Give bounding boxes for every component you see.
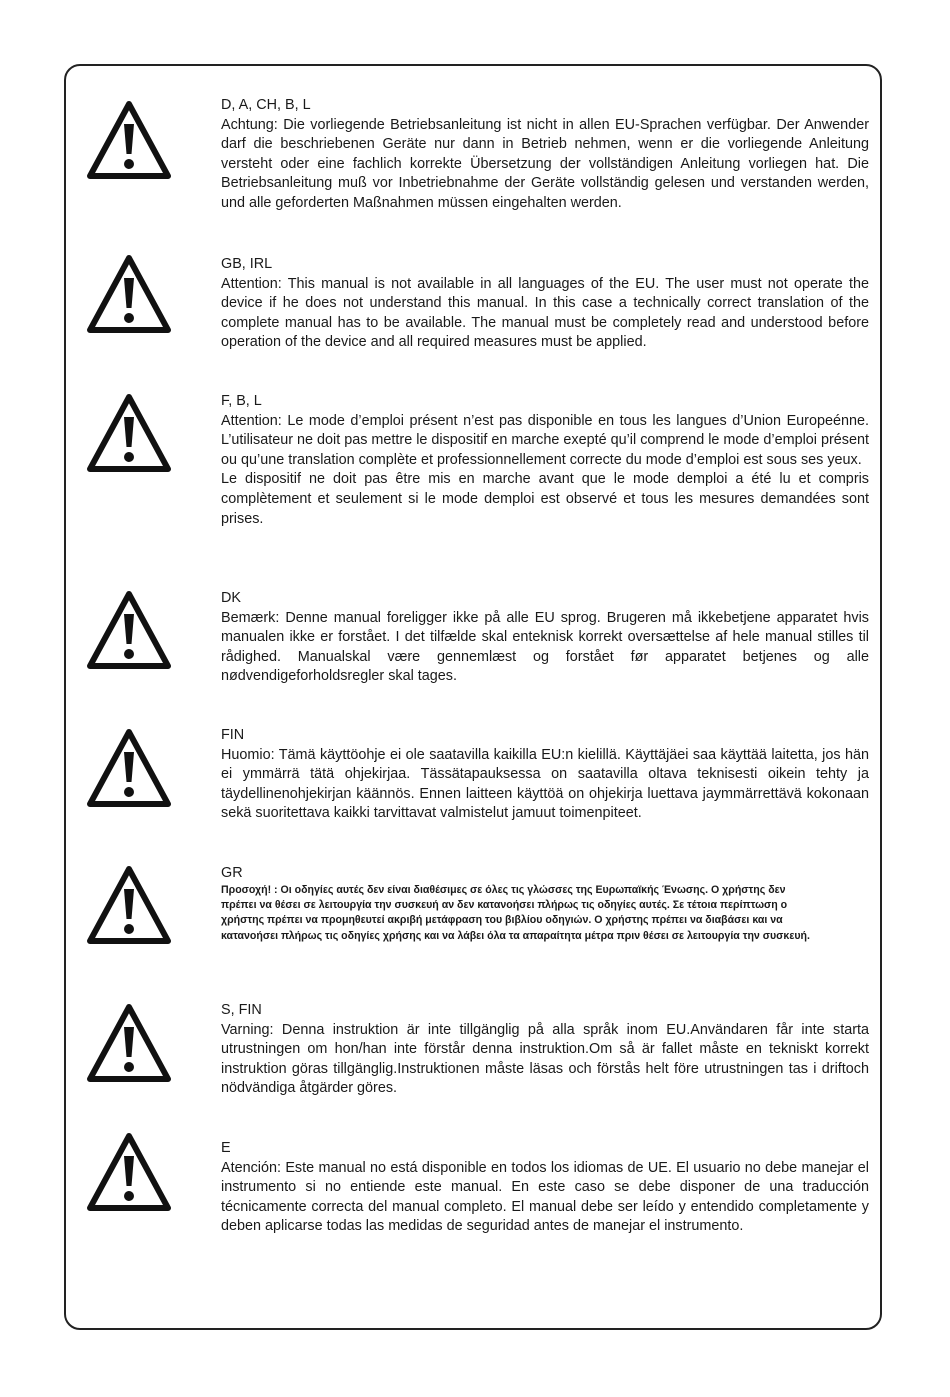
language-codes: E — [221, 1140, 231, 1156]
notice-paragraph: Atención: Este manual no está disponible en todos los idiomas de UE. El usuario no debe manejar el instrumento si no entiende este manual. En este caso se debe disponer de una traducción técnicamente correcta del manual completo. El manual debe ser leído y entendido completamente y deben aplicarse todas las medidas de seguridad antes de manejar el instrumento. — [221, 1159, 869, 1235]
notice-paragraph: Attention: Le mode d’emploi présent n’est pas disponible en tous les langues d’Union Europeénne. L’utilisateur ne doit pas mettre le dispositif en marche exepté qu’il comprend le mode d’emploi présent ou qu’une translation complète et professionnellement correcte du mode d’emploi est sous ses yeux. — [221, 412, 869, 468]
language-codes: F, B, L — [221, 393, 262, 409]
warning-triangle-icon — [86, 1003, 172, 1083]
notice-text-block — [221, 1139, 869, 1237]
language-codes: DK — [221, 590, 241, 606]
notice-paragraph: Varning: Denna instruktion är inte tillgänglig på alla språk inom EU.Användaren får inte starta utrustningen om hon/han inte förstår denna instruktion.Om så är fallet måste en tekniskt korrekt instruktion göras tillgänglig.Instruktionen måste läsas och förstås helt före utrustningen tas i driftoch nödvändiga åtgärder göres. — [221, 1021, 869, 1097]
warning-triangle-icon — [86, 865, 172, 945]
language-codes: S, FIN — [221, 1002, 262, 1018]
notice-text-block — [221, 96, 869, 214]
notice-paragraph: Attention: This manual is not available in all languages of the EU. The user must not operate the device if he does not understand this manual. In this case a technically correct translation of the complete manual has to be available. The manual must be completely read and understood before operation of the device and all required measures must be applied. — [221, 275, 869, 351]
warning-triangle-icon — [86, 1132, 172, 1212]
notice-text-block — [221, 392, 869, 529]
language-codes: D, A, CH, B, L — [221, 97, 311, 113]
warning-triangle-icon — [86, 254, 172, 334]
notice-paragraph: Bemærk: Denne manual foreligger ikke på alle EU sprog. Brugeren må ikkebetjene apparatet hvis manualen ikke er forstået. I det tilfælde skal enteknisk korrekt oversættelse af hele manual stilles til rådighed. Manualskal være gennemlæst og forstået før apparatet betjenes og alle nødvendigeforholdsregler skal tages. — [221, 609, 869, 685]
warning-triangle-icon — [86, 100, 172, 180]
language-codes: GR — [221, 865, 243, 881]
warning-triangle-icon — [86, 590, 172, 670]
notice-text-block — [221, 255, 869, 353]
language-codes: FIN — [221, 727, 245, 743]
notice-text-block — [221, 589, 869, 687]
notice-paragraph: Le dispositif ne doit pas être mis en marche avant que le mode demploi a été lu et compris complètement et seulement si le mode demploi est observé et tous les mesures demandées sont prises. — [221, 471, 869, 527]
notice-text-block — [221, 726, 869, 824]
notice-text-block — [221, 864, 821, 944]
warning-triangle-icon — [86, 728, 172, 808]
language-codes: GB, IRL — [221, 256, 273, 272]
notice-paragraph: Huomio: Tämä käyttöohje ei ole saatavilla kaikilla EU:n kielillä. Käyttäjäei saa käyttää laitetta, jos hän ei ymmärrä tätä ohjekirjaa. Tässätapauksessa on saatavilla oltava teknisesti oikein tehty ja täydellinenohjekirjan käännös. Ennen laitteen käyttöä on ohjekirja luettava jaymmärrettävä kokonaan sekä suoritettava kaikki tarvittavat valmistelut jamuut toimenpiteet. — [221, 746, 869, 822]
notice-text-block — [221, 1001, 869, 1099]
warning-triangle-icon — [86, 393, 172, 473]
notice-paragraph: Achtung: Die vorliegende Betriebsanleitung ist nicht in allen EU-Sprachen verfügbar. Der Anwender darf die beschriebenen Geräte nur dann in Betrieb nehmen, wenn er die vorliegende Anleitung versteht oder eine fachlich korrekte Übersetzung der vollständigen Anleitung vorliegen hat. Die Betriebsanleitung muß vor Inbetriebnahme der Geräte vollständig gelesen und verstanden werden, und alle geforderten Maßnahmen müssen eingehalten werden. — [221, 116, 869, 211]
notice-paragraph: Προσοχή! : Οι οδηγίες αυτές δεν είναι διαθέσιμες σε όλες τις γλώσσες της Ευρωπαϊκής Ένωσης. Ο χρήστης δεν πρέπει να θέσει σε λειτουργία την συσκευή αν δεν κατανοήσει πλήρως τις οδηγίες αυτές. Σε τέτοια περίπτωση ο χρήστης πρέπει να προμηθευτεί ακριβή μετάφραση του βιβλίου οδηγιών. Ο χρήστης πρέπει να διαβάσει και να κατανοήσει πλήρως τις οδηγίες χρήσης και να λάβει όλα τα απαραίτητα μέτρα πριν θέσει σε λειτουργία την συσκευή. — [221, 884, 810, 942]
